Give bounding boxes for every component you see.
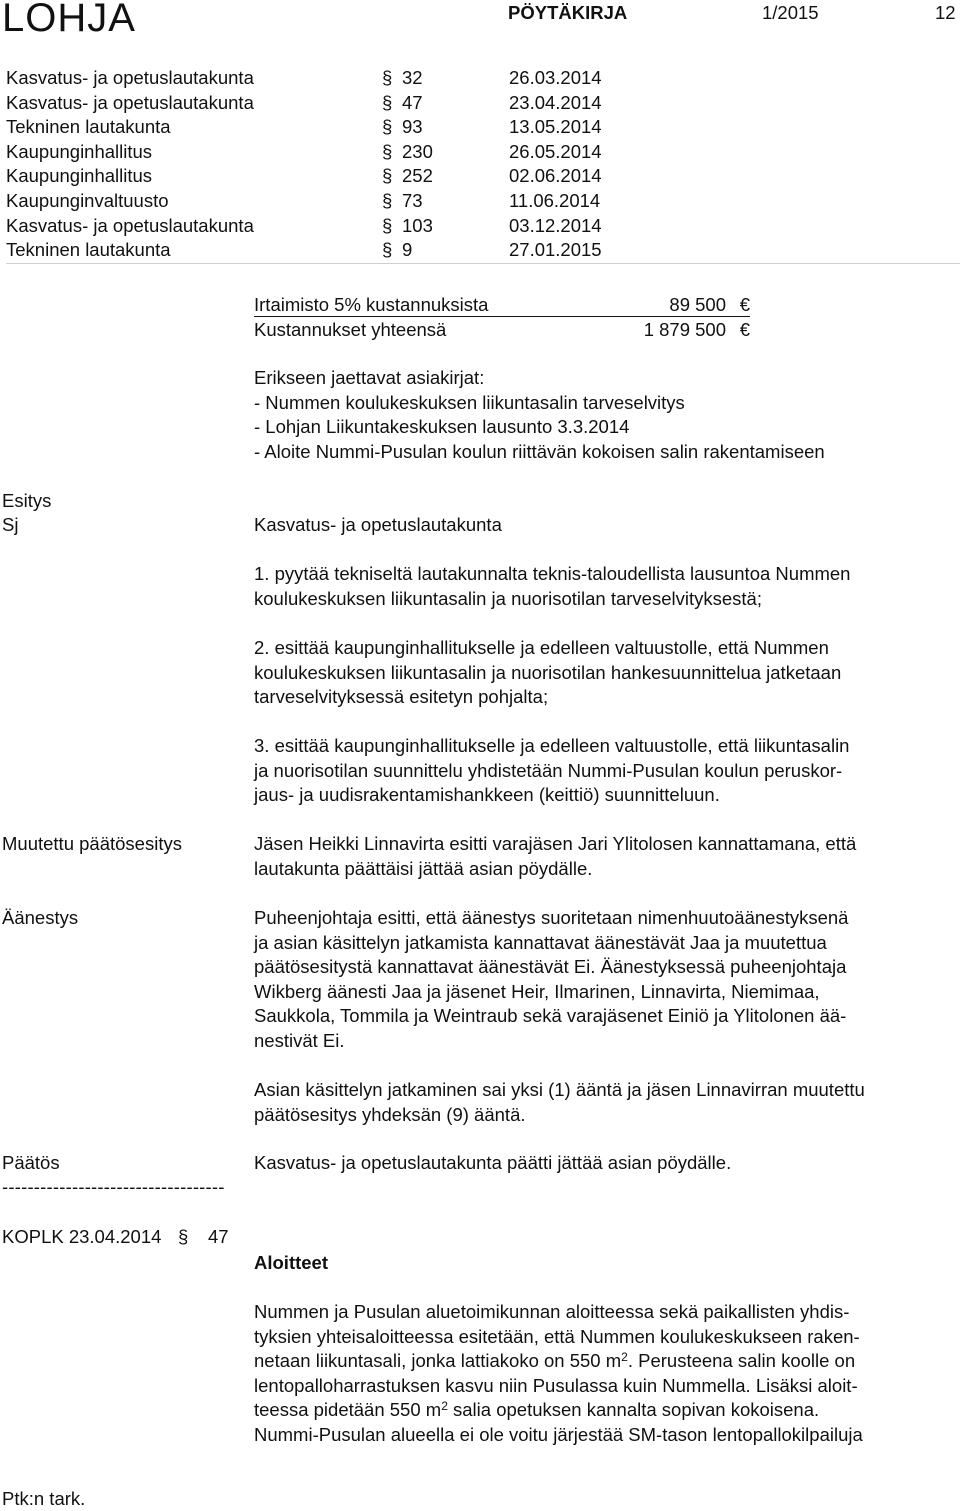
cost-summary	[254, 292, 750, 342]
euro-icon: €	[739, 294, 750, 315]
history-row	[6, 238, 960, 263]
history-date: 03.12.2014	[509, 214, 602, 236]
history-body: Tekninen lautakunta	[6, 239, 171, 261]
proposal-line: 1. pyytää tekniseltä lautakunnalta teknis-taloudellista lausuntoa Nummen	[254, 563, 851, 584]
vote-line: Saukkola, Tommila ja Weintraub sekä varajäsenet Einiö ja Ylitolonen ää-	[254, 1005, 847, 1026]
euro-icon: €	[739, 319, 750, 340]
page-number: 12	[935, 2, 956, 23]
initiatives-heading: Aloitteet	[254, 1252, 328, 1273]
history-row	[6, 164, 960, 189]
section-icon: §	[382, 239, 393, 261]
history-number: 73	[402, 189, 423, 211]
proposal-line: ja nuorisotilan suunnittelu yhdistetään Nummi-Pusulan koulun peruskor-	[254, 759, 843, 781]
document-type: PÖYTÄKIRJA	[508, 2, 628, 23]
proposal-line: koulukeskuksen liikuntasalin ja nuorisotilan hankesuunnittelua jatketaan	[254, 661, 842, 683]
section-icon: §	[382, 189, 393, 211]
history-row	[6, 91, 960, 116]
history-number: 9	[402, 239, 413, 261]
vote-result-line: päätösesitys yhdeksän (9) ääntä.	[254, 1103, 526, 1125]
decision-label: Päätös	[2, 1152, 60, 1173]
history-date: 26.05.2014	[509, 140, 602, 162]
attachment-item: - Aloite Nummi-Pusulan koulun riittävän kokoisen salin rakentamiseen	[254, 440, 825, 462]
proposal-line: 2. esittää kaupunginhallitukselle ja edelleen valtuustolle, että Nummen	[254, 637, 829, 658]
history-row	[6, 66, 960, 91]
separator-line: -----------------------------------	[2, 1176, 225, 1197]
section-icon: §	[382, 67, 393, 88]
footer-label: Ptk:n tark.	[2, 1488, 86, 1509]
initiatives-line-part: salia opetuksen kannalta sopivan kokoisena.	[447, 1399, 820, 1420]
proposal-label: Esitys	[2, 490, 52, 511]
vote-result-line: Asian käsittelyn jatkaminen sai yksi (1) ääntä ja jäsen Linnavirran muutettu	[254, 1079, 865, 1100]
cost-row	[254, 317, 750, 342]
history-body: Kaupunginhallitus	[6, 140, 153, 162]
proposal-body: Kasvatus- ja opetuslautakunta	[254, 514, 502, 535]
reference-number: 47	[208, 1226, 229, 1247]
attachment-item: - Lohjan Liikuntakeskuksen lausunto 3.3.2014	[254, 416, 630, 437]
section-icon: §	[178, 1226, 189, 1247]
history-row	[6, 115, 960, 140]
superscript: 2	[441, 1399, 448, 1413]
history-body: Kaupunginvaltuusto	[6, 189, 169, 211]
initiatives-text	[254, 1300, 954, 1447]
vote-line: päätösesitystä kannattavat äänestävät Ei. Äänestyksessä puheenjohtaja	[254, 956, 847, 977]
sj-label: Sj	[2, 514, 19, 535]
history-row	[6, 214, 960, 239]
cost-label: Kustannukset yhteensä	[254, 319, 447, 340]
initiatives-line-part: . Perusteena salin koolle on	[627, 1350, 856, 1371]
history-body: Tekninen lautakunta	[6, 116, 171, 138]
section-icon: §	[382, 91, 393, 113]
cost-amount: 89 500	[669, 294, 726, 315]
history-date: 02.06.2014	[509, 165, 602, 187]
decision-text: Kasvatus- ja opetuslautakunta päätti jättää asian pöydälle.	[254, 1152, 732, 1173]
amended-line: lautakunta päättäisi jättää asian pöydälle.	[254, 857, 593, 879]
section-icon: §	[382, 214, 393, 236]
history-number: 47	[402, 91, 423, 113]
vote-text	[254, 906, 954, 1053]
vote-line: Wikberg äänesti Jaa ja jäsenet Heir, Ilmarinen, Linnavirta, Niemimaa,	[254, 980, 820, 1002]
reference-code: KOPLK 23.04.2014	[2, 1226, 162, 1247]
amended-line: Jäsen Heikki Linnavirta esitti varajäsen Jari Ylitolosen kannattamana, että	[254, 833, 857, 854]
initiatives-line	[254, 1349, 954, 1374]
proposal-item-3	[254, 734, 954, 808]
history-number: 252	[402, 165, 433, 187]
proposal-line: jaus- ja uudisrakentamishankkeen (keittiö) suunnitteluun.	[254, 784, 720, 805]
section-icon: §	[382, 116, 393, 138]
attachments-heading: Erikseen jaettavat asiakirjat:	[254, 367, 485, 388]
history-table	[6, 66, 960, 264]
history-body: Kasvatus- ja opetuslautakunta	[6, 67, 254, 88]
history-date: 26.03.2014	[509, 67, 602, 88]
section-icon: §	[382, 165, 393, 187]
cost-amount: 1 879 500	[643, 319, 726, 340]
initiatives-line: lentopalloharrastuksen kasvu niin Pusulassa kuin Nummella. Lisäksi aloit-	[254, 1374, 858, 1396]
proposal-line: koulukeskuksen liikuntasalin ja nuorisotilan tarveselvityksestä;	[254, 587, 762, 609]
initiatives-line: tyksien yhteisaloitteessa esitetään, että Nummen koulukeskukseen raken-	[254, 1325, 860, 1347]
history-body: Kasvatus- ja opetuslautakunta	[6, 214, 254, 236]
history-number: 103	[402, 214, 433, 236]
history-date: 13.05.2014	[509, 116, 602, 138]
history-date: 11.06.2014	[509, 189, 601, 211]
attachment-item: - Nummen koulukeskuksen liikuntasalin tarveselvitys	[254, 391, 685, 413]
vote-line: Puheenjohtaja esitti, että äänestys suoritetaan nimenhuutoäänestyksenä	[254, 907, 849, 928]
initiatives-line: Nummi-Pusulan alueella ei ole voitu järjestää SM-tason lentopallokilpailuja	[254, 1423, 863, 1445]
cost-row	[254, 292, 750, 317]
section-icon: §	[382, 140, 393, 162]
history-number: 230	[402, 140, 433, 162]
amended-label: Muutettu päätösesitys	[2, 833, 182, 854]
history-number: 32	[402, 67, 423, 88]
proposal-line: 3. esittää kaupunginhallitukselle ja edelleen valtuustolle, että liikuntasalin	[254, 735, 850, 756]
attachments	[254, 366, 954, 464]
initiatives-line	[254, 1398, 954, 1423]
history-number: 93	[402, 116, 423, 138]
lohja-logo: LOHJA	[2, 0, 136, 40]
history-body: Kaupunginhallitus	[6, 165, 153, 187]
history-body: Kasvatus- ja opetuslautakunta	[6, 91, 254, 113]
history-date: 27.01.2015	[509, 239, 602, 261]
initiatives-line-part: teessa pidetään 550 m	[254, 1399, 442, 1420]
history-row	[6, 140, 960, 165]
vote-result	[254, 1078, 954, 1127]
superscript: 2	[621, 1350, 628, 1364]
vote-line: ja asian käsittelyn jatkamista kannattavat äänestävät Jaa ja muutettua	[254, 931, 827, 953]
vote-line: nestivät Ei.	[254, 1029, 345, 1051]
proposal-item-2	[254, 636, 954, 710]
history-row	[6, 189, 960, 214]
initiatives-line: Nummen ja Pusulan aluetoimikunnan aloitteessa sekä paikallisten yhdis-	[254, 1301, 850, 1322]
proposal-item-1	[254, 562, 954, 611]
history-date: 23.04.2014	[509, 91, 602, 113]
document-number: 1/2015	[762, 2, 819, 23]
cost-label: Irtaimisto 5% kustannuksista	[254, 294, 489, 315]
vote-label: Äänestys	[2, 907, 79, 928]
initiatives-line-part: netaan liikuntasali, jonka lattiakoko on 550 m	[254, 1350, 622, 1371]
amended-text	[254, 832, 954, 881]
proposal-line: tarveselvityksessä esitetyn pohjalta;	[254, 686, 549, 707]
